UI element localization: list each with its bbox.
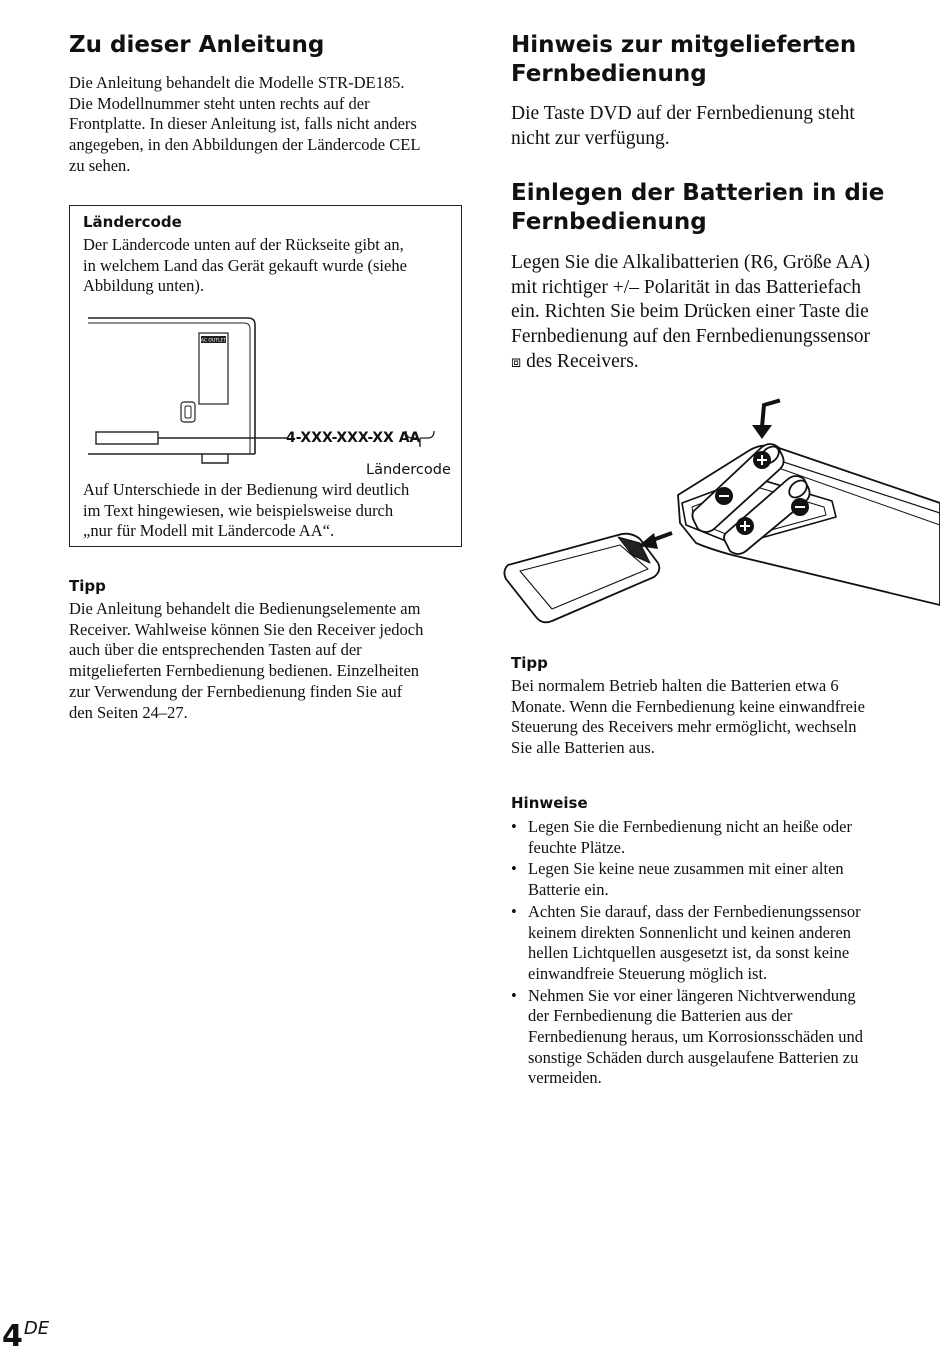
country-code-intro: [83, 235, 458, 297]
heading-line: Fernbedienung: [511, 209, 707, 235]
section-heading-remote-note: [511, 31, 931, 89]
text-line: in welchem Land das Gerät gekauft wurde (siehe: [83, 255, 407, 275]
receiver-foot: [202, 454, 228, 463]
battery-insertion-figure: [500, 395, 940, 625]
text-line: Batterie ein.: [528, 880, 609, 900]
text-line: Die Modellnummer steht unten rechts auf der: [69, 93, 370, 113]
text-line: auch über die entsprechenden Tasten auf der: [69, 640, 362, 660]
about-manual-text: [69, 73, 469, 177]
heading-line: Fernbedienung: [511, 61, 707, 87]
text-line: feuchte Plätze.: [528, 837, 626, 857]
notes-list: [511, 817, 931, 1090]
ac-outlet-panel: [199, 333, 228, 404]
text-line: • Achten Sie darauf, dass der Fernbedienungssensor: [528, 901, 861, 921]
list-item: [511, 859, 931, 900]
text-line: einwandfreie Steuerung möglich ist.: [528, 963, 768, 983]
tip-title-left: Tipp: [69, 577, 106, 595]
country-code-box: [69, 205, 462, 547]
text-line: den Seiten 24–27.: [69, 702, 188, 722]
text-line: „nur für Modell mit Ländercode AA“.: [83, 521, 335, 541]
tip-text-right: [511, 676, 931, 759]
notes-title: Hinweise: [511, 794, 588, 812]
tip-text-left: [69, 599, 469, 723]
page-language-suffix: DE: [23, 1318, 50, 1339]
list-item: [511, 817, 931, 858]
rear-panel-figure: [70, 306, 462, 481]
remote-sensor-icon: ⧈: [511, 351, 522, 371]
section-heading-about-manual: Zu dieser Anleitung: [69, 32, 325, 58]
text-line: Der Ländercode unten auf der Rückseite gibt an,: [83, 235, 404, 254]
ac-outlet-label: AC OUTLET: [200, 338, 227, 344]
fuse-connector: [181, 402, 195, 422]
text-line: • Legen Sie keine neue zusammen mit einer alten: [528, 859, 844, 879]
page-number-value: 4: [2, 1319, 23, 1354]
text-line: Fernbedienung heraus, um Korrosionsschäden und: [528, 1027, 863, 1047]
batteries-text: [511, 251, 931, 375]
text-line: sonstige Schäden durch ausgelaufene Batterien zu: [528, 1047, 859, 1067]
list-item: [511, 902, 931, 985]
text-line: Die Anleitung behandelt die Modelle STR-DE185.: [69, 73, 405, 92]
text-line: mit richtiger +/– Polarität in das Batteriefach: [511, 276, 861, 298]
heading-line: Einlegen der Batterien in die: [511, 180, 885, 206]
remote-note-text: [511, 102, 931, 151]
section-heading-batteries: [511, 179, 931, 237]
text-line: keinem direkten Sonnenlicht und keinen anderen: [528, 922, 852, 942]
insert-arrow-icon: [762, 401, 778, 427]
text-line: zur Verwendung der Fernbedienung finden Sie auf: [69, 681, 403, 701]
country-code-outro: [83, 480, 458, 542]
text-line: • Legen Sie die Fernbedienung nicht an heiße oder: [528, 817, 852, 836]
slide-cover-arrow-icon: [638, 533, 672, 549]
text-line: Die Taste DVD auf der Fernbedienung steht: [511, 103, 855, 124]
heading-line: Hinweis zur mitgelieferten: [511, 32, 857, 58]
text-line: Bei normalem Betrieb halten die Batterien etwa 6: [511, 676, 839, 695]
text-line: hellen Lichtquellen ausgesetzt ist, da sonst keine: [528, 943, 850, 963]
text-line: Fernbedienung auf den Fernbedienungssensor: [511, 326, 871, 348]
text-line: mitgelieferten Fernbedienung bedienen. Einzelheiten: [69, 661, 420, 681]
text-fragment: des Receivers.: [526, 350, 639, 372]
text-line: • Nehmen Sie vor einer längeren Nichtverwendung: [528, 985, 856, 1005]
text-line: der Fernbedienung die Batterien aus der: [528, 1006, 793, 1026]
text-line: vermeiden.: [528, 1068, 602, 1088]
country-code-label: Ländercode: [366, 462, 451, 478]
serial-label-plate: [96, 432, 158, 444]
text-line: Frontplatte. In dieser Anleitung ist, falls nicht anders: [69, 114, 417, 134]
text-line: Die Anleitung behandelt die Bedienungselemente am: [69, 599, 421, 618]
text-line: Abbildung unten).: [83, 276, 204, 296]
text-line: angegeben, in den Abbildungen der Ländercode CEL: [69, 135, 421, 155]
country-code-title: Ländercode: [83, 213, 182, 231]
text-line: Steuerung des Receivers mehr ermöglicht, wechseln: [511, 717, 857, 737]
tip-title-right: Tipp: [511, 654, 548, 672]
text-line: Receiver. Wahlweise können Sie den Receiver jedoch: [69, 619, 424, 639]
list-item: [511, 986, 931, 1090]
text-line: nicht zur verfügung.: [511, 127, 670, 149]
receiver-top-edge: [88, 318, 255, 454]
text-line: Legen Sie die Alkalibatterien (R6, Größe AA): [511, 252, 871, 273]
text-line: zu sehen.: [69, 155, 131, 175]
text-line: im Text hingewiesen, wie beispielsweise durch: [83, 500, 394, 520]
text-line: [511, 350, 931, 375]
page-number: [2, 1318, 49, 1354]
text-line: ein. Richten Sie beim Drücken einer Taste die: [511, 301, 869, 323]
serial-number-label: 4-XXX-XXX-XX AA: [286, 430, 421, 446]
text-line: Auf Unterschiede in der Bedienung wird deutlich: [83, 480, 410, 499]
text-line: Monate. Wenn die Fernbedienung keine einwandfreie: [511, 696, 865, 716]
text-line: Sie alle Batterien aus.: [511, 738, 655, 758]
